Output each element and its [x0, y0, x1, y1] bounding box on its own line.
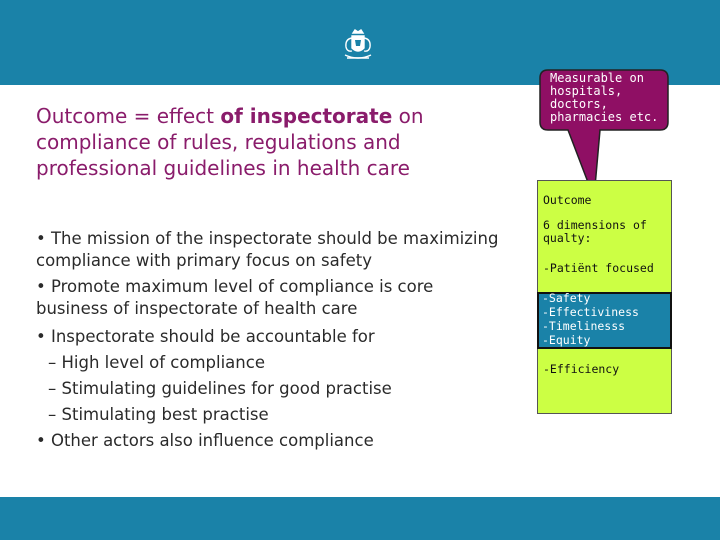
- bullet-core-pre: • Promote maximum level of compliance is: [36, 277, 398, 296]
- bullet-core-emph: core business: [36, 277, 434, 318]
- callout-text: Measurable on hospitals, doctors, pharmacies etc.: [550, 71, 659, 124]
- item-timeliness: -Timelinesss: [542, 319, 626, 333]
- title-part-2: on compliance of rules, regulations and professional guidelines in health care: [36, 104, 424, 180]
- bullet-core-business: [36, 276, 506, 320]
- dimensions-heading: 6 dimensions of qualty:: [543, 218, 647, 245]
- outcome-heading: Outcome: [543, 193, 592, 207]
- item-patient-focused: -Patiënt focused: [543, 261, 654, 275]
- item-effectiveness: -Effectiviness: [542, 305, 639, 319]
- sub-bullet-guidelines: – Stimulating guidelines for good practise: [48, 379, 392, 398]
- bullet-accountable: • Inspectorate should be accountable for: [36, 327, 375, 346]
- bullet-core-post: of inspectorate of health care: [107, 299, 358, 318]
- item-equity: -Equity: [542, 333, 591, 347]
- item-efficiency: -Efficiency: [543, 362, 620, 376]
- title-part-1: Outcome = effect: [36, 104, 221, 128]
- bullet-other-actors: • Other actors also influence compliance: [36, 431, 374, 450]
- footer-band: [0, 497, 720, 540]
- slide-title: [36, 103, 496, 181]
- bullet-mission: • The mission of the inspectorate should be maximizing compliance with primary focus on safety: [36, 229, 499, 270]
- highlight-items: [542, 291, 670, 347]
- item-safety: -Safety: [542, 291, 591, 305]
- coat-of-arms-icon: [341, 27, 375, 63]
- sub-bullet-compliance: – High level of compliance: [48, 353, 265, 372]
- sub-bullet-best-practise: – Stimulating best practise: [48, 405, 269, 424]
- title-bold: of inspectorate: [220, 104, 393, 128]
- bullet-list: [36, 228, 506, 454]
